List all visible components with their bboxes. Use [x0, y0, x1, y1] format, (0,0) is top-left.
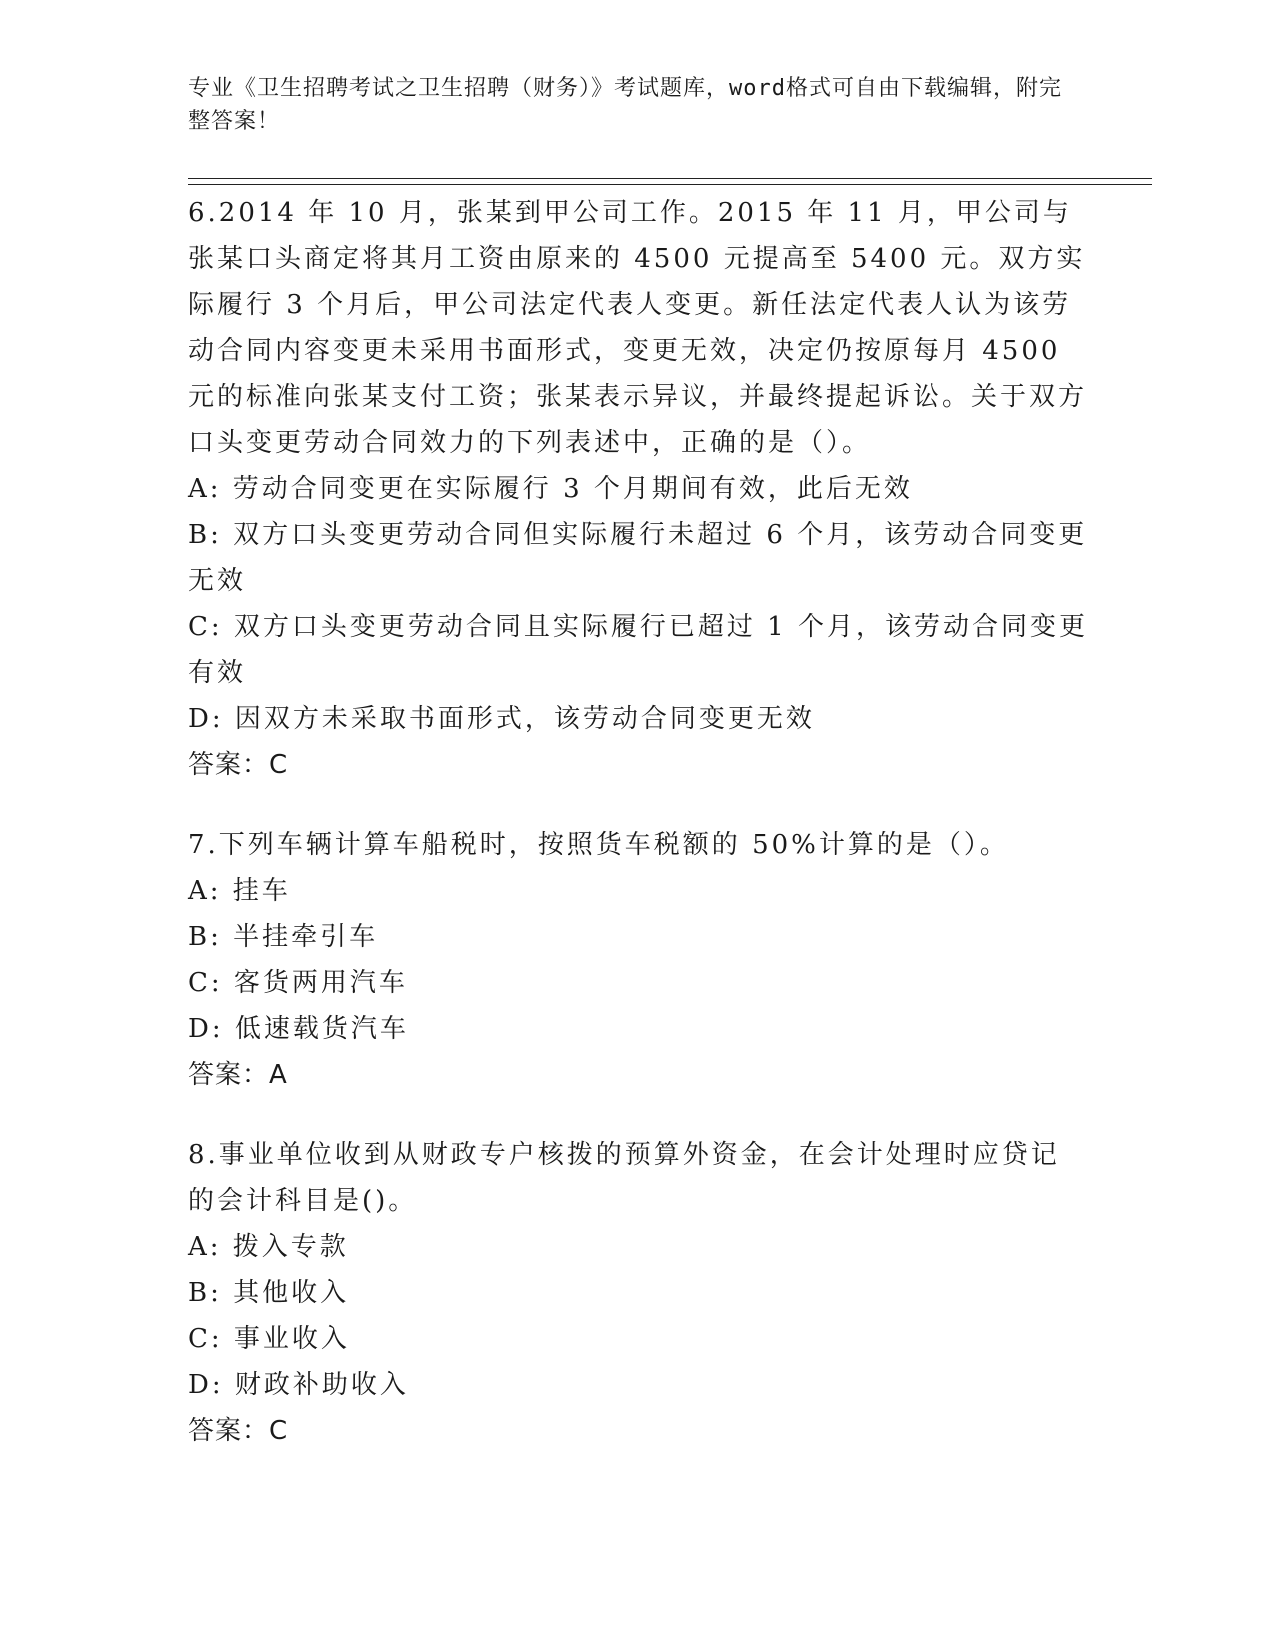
option-b: B: 其他收入: [188, 1278, 350, 1308]
option-c: C: 事业收入: [188, 1324, 350, 1354]
option-c: C: 客货两用汽车: [188, 968, 408, 998]
document-header: 专业《卫生招聘考试之卫生招聘（财务）》考试题库，word格式可自由下载编辑，附完整答案！: [188, 76, 1062, 134]
question-8: [188, 1132, 1088, 1454]
option-b: B: 双方口头变更劳动合同但实际履行未超过 6 个月，该劳动合同变更无效: [188, 520, 1088, 596]
question-stem: 7.下列车辆计算车船税时，按照货车税额的 50%计算的是（）。: [188, 830, 1009, 860]
question-stem: 6.2014 年 10 月，张某到甲公司工作。2015 年 11 月，甲公司与张某口头商定将其月工资由原来的 4500 元提高至 5400 元。双方实际履行 3 个月后，甲公司法定代表人变更。新任法定代表人认为该劳动合同内容变更未采用书面形式，变更无效，决定仍按原每月 4500 元的标准向张某支付工资；张某表示异议，并最终提起诉讼。关于双方口头变更劳动合同效力的下列表述中，正确的是（）。: [188, 198, 1088, 458]
answer: 答案：A: [188, 1060, 288, 1090]
option-a: A: 劳动合同变更在实际履行 3 个月期间有效，此后无效: [188, 474, 913, 504]
option-d: D: 低速载货汽车: [188, 1014, 409, 1044]
header-divider-bottom: [188, 184, 1152, 185]
option-d: D: 财政补助收入: [188, 1370, 409, 1400]
option-c: C: 双方口头变更劳动合同且实际履行已超过 1 个月，该劳动合同变更有效: [188, 612, 1088, 688]
question-7: [188, 822, 1088, 1098]
option-b: B: 半挂牵引车: [188, 922, 379, 952]
question-list: [188, 190, 1088, 1488]
question-6: [188, 190, 1088, 788]
header-divider-top: [188, 178, 1152, 179]
option-a: A: 挂车: [188, 876, 291, 906]
option-d: D: 因双方未采取书面形式，该劳动合同变更无效: [188, 704, 815, 734]
answer: 答案：C: [188, 1416, 289, 1446]
option-a: A: 拨入专款: [188, 1232, 349, 1262]
question-stem: 8.事业单位收到从财政专户核拨的预算外资金，在会计处理时应贷记的会计科目是()。: [188, 1140, 1060, 1216]
answer: 答案：C: [188, 750, 289, 780]
